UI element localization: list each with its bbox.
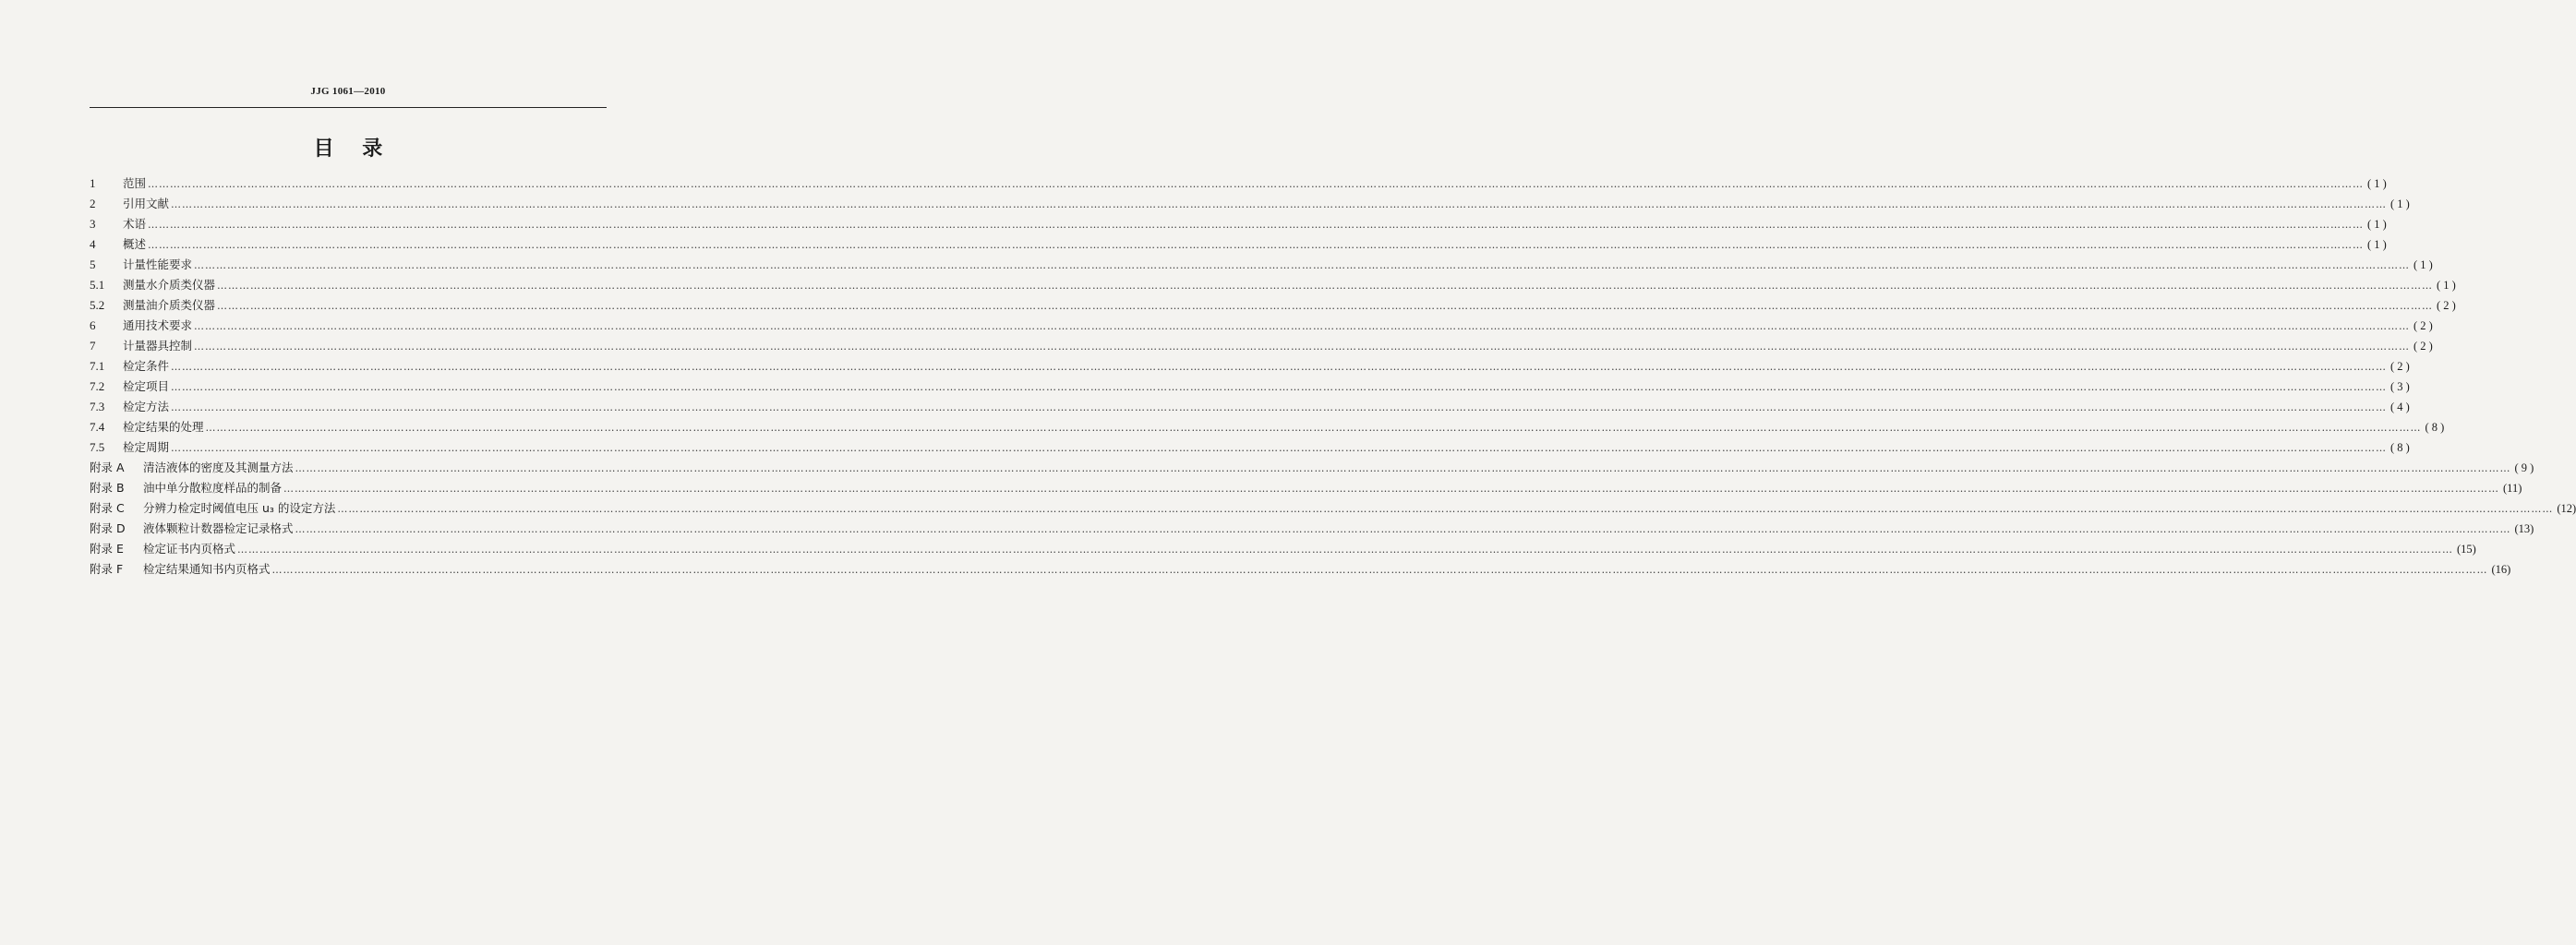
- toc-entry-title: 术语: [123, 217, 147, 231]
- toc-leader-dots: ……………………………………………………………………………………………………………………………………………………………………………………………………………………………………………………………………………………………………………………………………………………………………………………………………………………………………………………………………………………………………………………………………………………: [194, 341, 2411, 353]
- toc-entry-page: ( 2 ): [2413, 340, 2433, 353]
- toc-entry[interactable]: [90, 519, 2534, 539]
- toc-entry-page: (12): [2557, 502, 2576, 515]
- toc-entry[interactable]: [90, 478, 2522, 498]
- toc-entry-title: 通用技术要求: [123, 318, 193, 332]
- toc-leader-dots: ……………………………………………………………………………………………………………………………………………………………………………………………………………………………………………………………………………………………………………………………………………………………………………………………………………………………………………………………………………………………………………………………………………………: [171, 361, 2388, 373]
- toc-leader-dots: ……………………………………………………………………………………………………………………………………………………………………………………………………………………………………………………………………………………………………………………………………………………………………………………………………………………………………………………………………………………………………………………………………………………: [217, 300, 2434, 312]
- toc-leader-dots: ……………………………………………………………………………………………………………………………………………………………………………………………………………………………………………………………………………………………………………………………………………………………………………………………………………………………………………………………………………………………………………………………………………………: [337, 503, 2554, 515]
- toc-entry[interactable]: [90, 356, 2410, 377]
- toc-entry-page: ( 1 ): [2390, 197, 2410, 210]
- toc-leader-dots: ……………………………………………………………………………………………………………………………………………………………………………………………………………………………………………………………………………………………………………………………………………………………………………………………………………………………………………………………………………………………………………………………………………………: [171, 381, 2388, 393]
- toc-entry[interactable]: [90, 417, 2445, 437]
- toc-entry-number: 5.2: [90, 298, 105, 312]
- toc-entry-title: 液体颗粒计数器检定记录格式: [143, 521, 294, 535]
- toc-entry-title: 引用文献: [123, 197, 170, 210]
- toc-entry[interactable]: [90, 498, 2576, 519]
- toc-entry[interactable]: [90, 336, 2433, 356]
- toc-leader-dots: ……………………………………………………………………………………………………………………………………………………………………………………………………………………………………………………………………………………………………………………………………………………………………………………………………………………………………………………………………………………………………………………………………………………: [295, 462, 2511, 474]
- toc-entry-title: 检定项目: [123, 379, 170, 393]
- toc-entry[interactable]: [90, 539, 2476, 559]
- toc-entry-page: (11): [2503, 482, 2522, 495]
- toc-entry-title: 计量性能要求: [123, 257, 193, 271]
- toc-entry[interactable]: [90, 437, 2410, 458]
- toc-leader-dots: ……………………………………………………………………………………………………………………………………………………………………………………………………………………………………………………………………………………………………………………………………………………………………………………………………………………………………………………………………………………………………………………………………………………: [295, 523, 2511, 535]
- toc-entry[interactable]: [90, 559, 2511, 580]
- toc-entry-number: 附录 B: [90, 481, 125, 495]
- toc-entry[interactable]: [90, 316, 2433, 336]
- toc-leader-dots: ……………………………………………………………………………………………………………………………………………………………………………………………………………………………………………………………………………………………………………………………………………………………………………………………………………………………………………………………………………………………………………………………………………………: [171, 442, 2388, 454]
- toc-entry-page: ( 4 ): [2390, 401, 2410, 413]
- toc-entry-title: 油中单分散粒度样品的制备: [143, 481, 283, 495]
- toc-entry-title: 检定证书内页格式: [143, 542, 236, 556]
- toc-entry[interactable]: [90, 295, 2456, 316]
- header-divider: [90, 107, 607, 108]
- toc-entry-number: 附录 D: [90, 521, 126, 535]
- toc-entry-page: ( 3 ): [2390, 380, 2410, 393]
- toc-leader-dots: ……………………………………………………………………………………………………………………………………………………………………………………………………………………………………………………………………………………………………………………………………………………………………………………………………………………………………………………………………………………………………………………………………………………: [148, 178, 2365, 190]
- toc-entry-title: 测量水介质类仪器: [123, 278, 216, 292]
- toc-leader-dots: ……………………………………………………………………………………………………………………………………………………………………………………………………………………………………………………………………………………………………………………………………………………………………………………………………………………………………………………………………………………………………………………………………………………: [283, 483, 2500, 495]
- toc-entry-title: 分辨力检定时阈值电压 u₃ 的设定方法: [143, 501, 336, 515]
- toc-entry-page: ( 1 ): [2367, 218, 2387, 231]
- toc-entry-page: ( 8 ): [2425, 421, 2445, 434]
- toc-entry-number: 7.2: [90, 379, 105, 393]
- toc-leader-dots: ……………………………………………………………………………………………………………………………………………………………………………………………………………………………………………………………………………………………………………………………………………………………………………………………………………………………………………………………………………………………………………………………………………………: [237, 544, 2454, 556]
- toc-entry-page: (15): [2457, 543, 2476, 556]
- toc-entry-number: 附录 A: [90, 461, 125, 474]
- page-title: 目 录: [313, 138, 383, 161]
- toc-entry-number: 1: [90, 176, 96, 190]
- toc-entry-number: 7.5: [90, 440, 105, 454]
- toc-entry-page: (16): [2491, 563, 2511, 576]
- toc-entry[interactable]: [90, 275, 2456, 295]
- toc-entry-page: ( 2 ): [2437, 299, 2456, 312]
- toc-entry-page: ( 8 ): [2390, 441, 2410, 454]
- toc-leader-dots: ……………………………………………………………………………………………………………………………………………………………………………………………………………………………………………………………………………………………………………………………………………………………………………………………………………………………………………………………………………………………………………………………………………………: [171, 401, 2388, 413]
- toc-entry-number: 2: [90, 197, 96, 210]
- toc-entry-number: 附录 C: [90, 501, 125, 515]
- toc-entry-number: 附录 F: [90, 562, 124, 576]
- toc-leader-dots: ……………………………………………………………………………………………………………………………………………………………………………………………………………………………………………………………………………………………………………………………………………………………………………………………………………………………………………………………………………………………………………………………………………………: [205, 422, 2422, 434]
- toc-entry[interactable]: [90, 214, 2387, 234]
- toc-entry-title: 检定条件: [123, 359, 170, 373]
- toc-entry-page: ( 2 ): [2413, 319, 2433, 332]
- toc-entry-page: ( 1 ): [2437, 279, 2456, 292]
- toc-leader-dots: ……………………………………………………………………………………………………………………………………………………………………………………………………………………………………………………………………………………………………………………………………………………………………………………………………………………………………………………………………………………………………………………………………………………: [148, 239, 2365, 251]
- toc-entry-title: 范围: [123, 176, 147, 190]
- toc-entry[interactable]: [90, 234, 2387, 255]
- toc-entry-page: ( 9 ): [2514, 461, 2534, 474]
- toc-leader-dots: ……………………………………………………………………………………………………………………………………………………………………………………………………………………………………………………………………………………………………………………………………………………………………………………………………………………………………………………………………………………………………………………………………………………: [271, 564, 2488, 576]
- toc-leader-dots: ……………………………………………………………………………………………………………………………………………………………………………………………………………………………………………………………………………………………………………………………………………………………………………………………………………………………………………………………………………………………………………………………………………………: [194, 320, 2411, 332]
- toc-entry-page: (13): [2514, 522, 2534, 535]
- document-code-header: JJG 1061—2010: [310, 86, 386, 97]
- toc-entry[interactable]: [90, 255, 2433, 275]
- toc-entry-title: 测量油介质类仪器: [123, 298, 216, 312]
- toc-leader-dots: ……………………………………………………………………………………………………………………………………………………………………………………………………………………………………………………………………………………………………………………………………………………………………………………………………………………………………………………………………………………………………………………………………………………: [194, 259, 2411, 271]
- toc-entry-number: 7.1: [90, 359, 105, 373]
- toc-entry-number: 附录 E: [90, 542, 124, 556]
- toc-leader-dots: ……………………………………………………………………………………………………………………………………………………………………………………………………………………………………………………………………………………………………………………………………………………………………………………………………………………………………………………………………………………………………………………………………………………: [217, 280, 2434, 292]
- toc-entry-page: ( 1 ): [2413, 258, 2433, 271]
- toc-entry-number: 7.4: [90, 420, 105, 434]
- toc-entry-number: 3: [90, 217, 96, 231]
- toc-entry-number: 5.1: [90, 278, 105, 292]
- toc-entry-title: 检定周期: [123, 440, 170, 454]
- toc-entry-title: 清洁液体的密度及其测量方法: [143, 461, 294, 474]
- toc-entry-title: 检定方法: [123, 400, 170, 413]
- toc-entry-title: 检定结果通知书内页格式: [143, 562, 271, 576]
- toc-entry-number: 7.3: [90, 400, 105, 413]
- table-of-contents: [90, 173, 2576, 580]
- toc-entry-number: 4: [90, 237, 96, 251]
- toc-leader-dots: ……………………………………………………………………………………………………………………………………………………………………………………………………………………………………………………………………………………………………………………………………………………………………………………………………………………………………………………………………………………………………………………………………………………: [171, 198, 2388, 210]
- toc-entry[interactable]: [90, 458, 2534, 478]
- toc-entry-page: ( 1 ): [2367, 177, 2387, 190]
- toc-leader-dots: ……………………………………………………………………………………………………………………………………………………………………………………………………………………………………………………………………………………………………………………………………………………………………………………………………………………………………………………………………………………………………………………………………………………: [148, 219, 2365, 231]
- toc-entry[interactable]: [90, 194, 2410, 214]
- toc-entry-title: 概述: [123, 237, 147, 251]
- toc-entry[interactable]: [90, 173, 2387, 194]
- toc-entry-page: ( 1 ): [2367, 238, 2387, 251]
- toc-entry[interactable]: [90, 397, 2410, 417]
- toc-entry-title: 检定结果的处理: [123, 420, 204, 434]
- toc-entry-title: 计量器具控制: [123, 339, 193, 353]
- toc-entry[interactable]: [90, 377, 2410, 397]
- toc-entry-page: ( 2 ): [2390, 360, 2410, 373]
- toc-entry-number: 7: [90, 339, 96, 353]
- toc-entry-number: 5: [90, 257, 96, 271]
- toc-entry-number: 6: [90, 318, 96, 332]
